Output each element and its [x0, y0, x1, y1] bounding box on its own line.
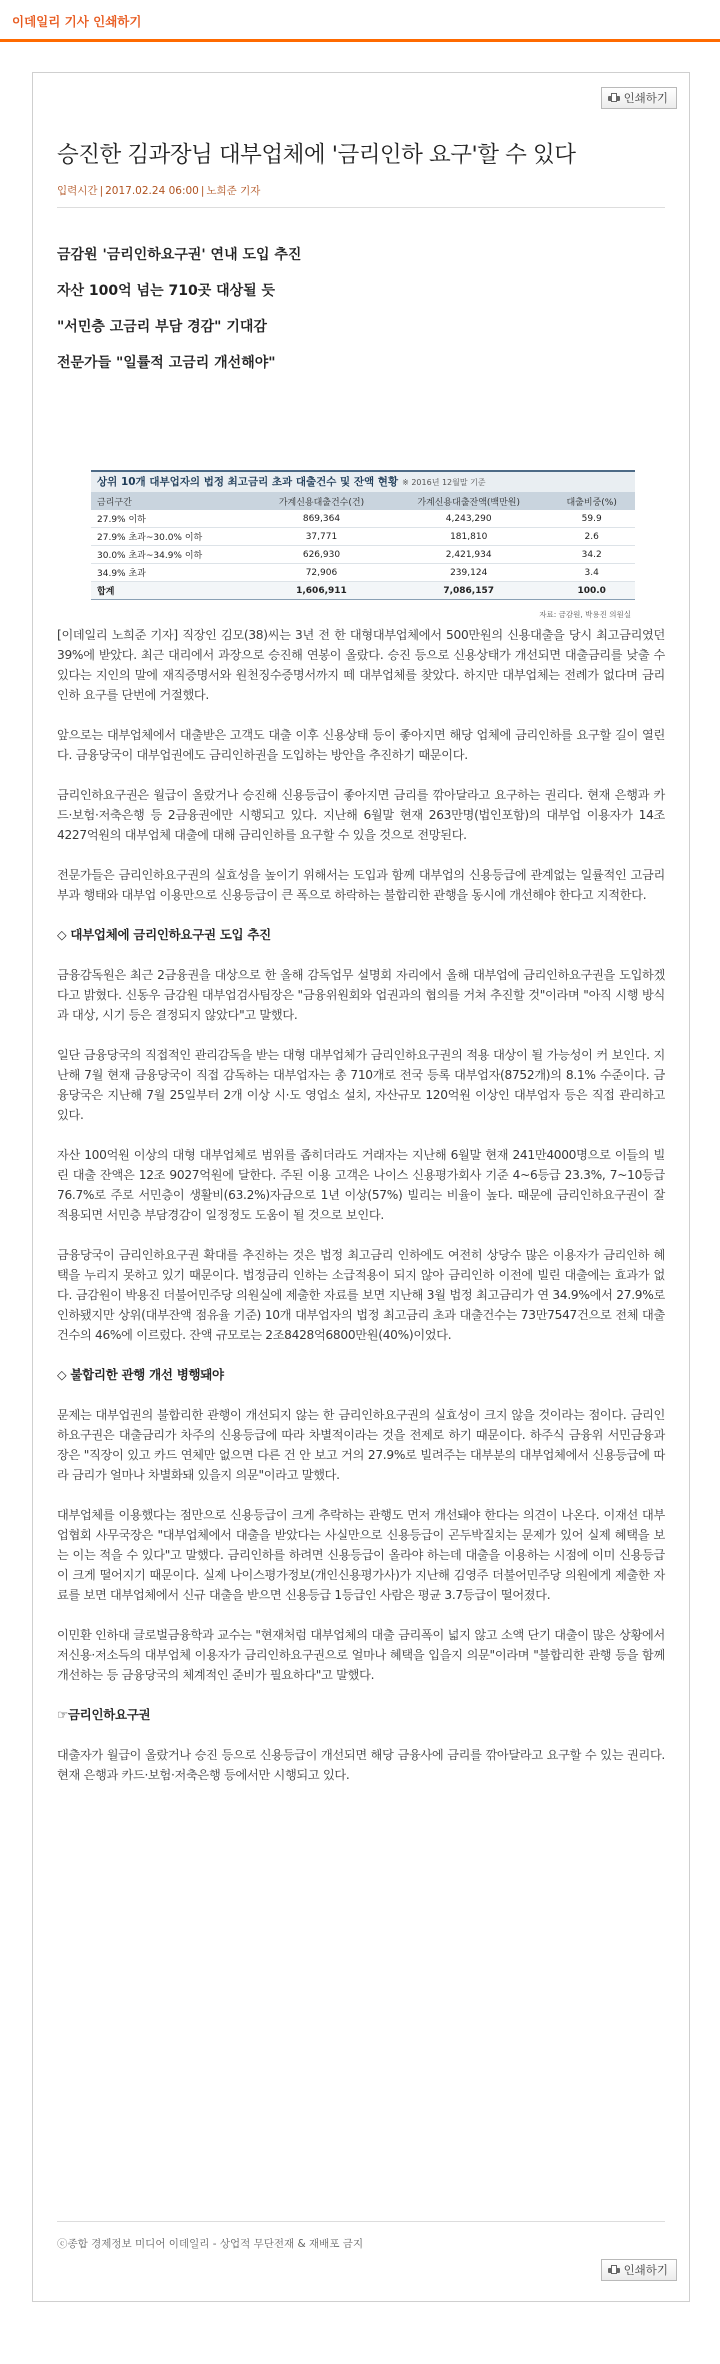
subhead: "서민층 고금리 부담 경감" 기대감: [57, 319, 267, 335]
table-row: [91, 510, 635, 528]
top-accent-rule: [0, 39, 720, 42]
cell: 27.9% 초과~30.0% 이하: [91, 528, 254, 546]
paragraph: [이데일리 노희준 기자] 직장인 김모(38)씨는 3년 전 한 대형대부업체에서 500만원의 신용대출을 당시 최고금리였던 39%에 받았다. 최근 대리에서 과장으로 승진해 연봉이 올랐다. 승진 등으로 신용상태가 개선되면 대출금리를 낮출 수 있다는 지인의 말에 재직증명서와 원천징수증명서까지 떼 대부업체를 찾았다. 하지만 대부업체는 전례가 없다며 금리인하 요구를 단번에 거절했다.: [57, 628, 665, 702]
table-header-row: [91, 492, 635, 510]
figure-title-text: 상위 10개 대부업자의 법정 최고금리 초과 대출건수 및 잔액 현황: [97, 476, 399, 488]
cell: 3.4: [548, 564, 635, 582]
table-total-row: [91, 582, 635, 600]
subhead: 금감원 '금리인하요구권' 연내 도입 추진: [57, 247, 302, 263]
cell: 34.9% 초과: [91, 564, 254, 582]
site-label: 이데일리 기사 인쇄하기: [12, 14, 142, 29]
col-header: 가계신용대출잔액(백만원): [389, 492, 548, 510]
article-body: [57, 625, 665, 1805]
figure-table: [91, 492, 635, 600]
cell: 869,364: [254, 510, 389, 528]
cell: 181,810: [389, 528, 548, 546]
paragraph: 대부업체를 이용했다는 점만으로 신용등급이 크게 추락하는 관행도 먼저 개선돼야 한다는 의견이 나온다. 이재선 대부업협회 사무국장은 "대부업체에서 대출을 받았다는 사실만으로 신용등급이 곤두박질치는 문제가 있어 실제 혜택을 보는 이는 적을 수 있다"고 말했다. 금리인하를 하려면 신용등급이 올라야 하는데 대출을 이용하는 시점에 이미 신용등급이 크게 떨어지기 때문이다. 실제 나이스평가정보(개인신용평가사)가 지난해 김영주 더불어민주당 의원에게 제출한 자료를 보면 대부업체에서 신규 대출을 받으면 신용등급 1등급인 사람은 평균 3.7등급이 떨어졌다.: [57, 1508, 665, 1602]
subhead: 자산 100억 넘는 710곳 대상될 듯: [57, 283, 276, 299]
byline: 입력시간 | 2017.02.24 06:00 | 노희준 기자: [57, 185, 261, 197]
printer-icon: [608, 2265, 620, 2275]
subhead: 전문가들 "일률적 고금리 개선해야": [57, 355, 276, 371]
table-row: [91, 564, 635, 582]
print-label: 인쇄하기: [623, 2263, 668, 2277]
cell: 1,606,911: [254, 582, 389, 600]
section-heading: ◇ 대부업체에 금리인하요구권 도입 추진: [57, 927, 271, 942]
paragraph: 금리인하요구권은 월급이 올랐거나 승진해 신용등급이 좋아지면 금리를 깎아달라고 요구하는 권리다. 현재 은행과 카드·보험·저축은행 등 2금융권에만 시행되고 있다. 지난해 6월말 현재 263만명(법인포함)의 대부업 이용자가 14조4227억원의 대부업체 대출에 대해 금리인하를 요구할 수 있을 것으로 전망된다.: [57, 788, 665, 842]
cell: 37,771: [254, 528, 389, 546]
figure-source: 자료: 금감원, 박용진 의원실: [539, 610, 631, 619]
paragraph: 문제는 대부업권의 불합리한 관행이 개선되지 않는 한 금리인하요구권의 실효성이 크지 않을 것이라는 점이다. 금리인하요구권은 대출금리가 차주의 신용등급에 따라 차별적이라는 것을 전제로 하기 때문이다. 하주식 금융위 서민금융과장은 "직장이 있고 카드 연체만 없으면 다른 건 안 보고 거의 27.9%로 빌려주는 대부분의 대부업체에서 신용등급에 따라 금리가 얼마나 차별화돼 있을지 의문"이라고 말했다.: [57, 1408, 665, 1482]
col-header: 대출비중(%): [548, 492, 635, 510]
table-row: [91, 546, 635, 564]
paragraph: 일단 금융당국의 직접적인 관리감독을 받는 대형 대부업체가 금리인하요구권의 적용 대상이 될 가능성이 커 보인다. 지난해 7월 현재 금융당국이 직접 감독하는 대부업자는 총 710개로 전국 등록 대부업자(8752개)의 8.1% 수준이다. 금융당국은 지난해 7월 25일부터 2개 이상 시·도 영업소 설치, 자산규모 120억원 이상인 대부업자 등은 직접 관리하고 있다.: [57, 1048, 665, 1122]
top-bar: [0, 0, 720, 41]
figure-title: [91, 472, 635, 492]
cell: 72,906: [254, 564, 389, 582]
cell: 27.9% 이하: [91, 510, 254, 528]
figure-note: ※ 2016년 12월말 기준: [402, 478, 486, 487]
article-title: 승진한 김과장님 대부업체에 '금리인하 요구'할 수 있다: [57, 142, 576, 168]
cell: 합계: [91, 582, 254, 600]
cell: 626,930: [254, 546, 389, 564]
input-time-label: 입력시간: [57, 185, 98, 197]
paragraph: 이민환 인하대 글로벌금융학과 교수는 "현재처럼 대부업체의 대출 금리폭이 넓지 않고 소액 단기 대출이 많은 상황에서 저신용·저소득의 대부업체 이용자가 금리인하요구권으로 얼마나 혜택을 입을지 의문"이라며 "불합리한 관행 등을 함께 개선하는 등 금융당국의 체계적인 준비가 필요하다"고 말했다.: [57, 1628, 665, 1682]
cell: 7,086,157: [389, 582, 548, 600]
cell: 100.0: [548, 582, 635, 600]
table-row: [91, 528, 635, 546]
paragraph: 앞으로는 대부업체에서 대출받은 고객도 대출 이후 신용상태 등이 좋아지면 해당 업체에 금리인하를 요구할 길이 열린다. 금융당국이 대부업권에도 금리인하권을 도입하는 방안을 추진하기 때문이다.: [57, 728, 665, 762]
print-button-bottom[interactable]: [601, 2259, 677, 2281]
reporter: 노희준 기자: [206, 185, 261, 197]
cell: 34.2: [548, 546, 635, 564]
paragraph: 금융당국이 금리인하요구권 확대를 추진하는 것은 법정 최고금리 인하에도 여전히 상당수 많은 이용자가 금리인하 혜택을 누리지 못하고 있기 때문이다. 법정금리 인하는 소급적용이 되지 않아 금리인하 이전에 빌린 대출에는 효과가 없다. 금감원이 박용진 더불어민주당 의원실에 제출한 자료를 보면 지난해 3월 법정 최고금리가 연 34.9%에서 27.9%로 인하됐지만 상위(대부잔액 점유율 기준) 10개 대부업자의 법정 최고금리 초과 대출건수는 73만7547건으로 전체 대출 건수의 46%에 이르렀다. 잔액 규모로는 2조8428억6800만원(40%)이었다.: [57, 1248, 665, 1342]
data-table-figure: [91, 470, 635, 618]
print-button-top[interactable]: [601, 87, 677, 109]
title-divider: [57, 207, 665, 208]
section-heading: ◇ 불합리한 관행 개선 병행돼야: [57, 1367, 224, 1382]
cell: 2,421,934: [389, 546, 548, 564]
article-frame: [32, 72, 690, 2302]
cell: 2.6: [548, 528, 635, 546]
paragraph: 금융감독원은 최근 2금융권을 대상으로 한 올해 감독업무 설명회 자리에서 올해 대부업에 금리인하요구권을 도입하겠다고 밝혔다. 신동우 금감원 대부업검사팀장은 "금융위원회와 업권과의 협의를 거쳐 추진할 것"이라며 "아직 시행 방식과 대상, 시기 등은 결정되지 않았다"고 말했다.: [57, 968, 665, 1022]
cell: 59.9: [548, 510, 635, 528]
col-header: 가계신용대출건수(건): [254, 492, 389, 510]
paragraph: 대출자가 월급이 올랐거나 승진 등으로 신용등급이 개선되면 해당 금융사에 금리를 깎아달라고 요구할 수 있는 권리다. 현재 은행과 카드·보험·저축은행 등에서만 시행되고 있다.: [57, 1748, 665, 1782]
cell: 4,243,290: [389, 510, 548, 528]
copyright-footer: ⓒ종합 경제정보 미디어 이데일리 - 상업적 무단전재 & 재배포 금지: [57, 2221, 665, 2251]
paragraph: 자산 100억원 이상의 대형 대부업체로 범위를 좁히더라도 거래자는 지난해 6월말 현재 241만4000명으로 이들의 빌린 대출 잔액은 12조 9027억원에 달한다. 주된 이용 고객은 나이스 신용평가회사 기준 4~6등급 23.3%, 7~10등급 76.7%로 주로 서민층이 생활비(63.2%)자금으로 1년 이상(57%) 빌리는 비율이 높다. 때문에 금리인하요구권이 잘 적용되면 서민층 부담경감이 일정정도 도움이 될 것으로 보인다.: [57, 1148, 665, 1222]
cell: 30.0% 초과~34.9% 이하: [91, 546, 254, 564]
cell: 239,124: [389, 564, 548, 582]
paragraph: 전문가들은 금리인하요구권의 실효성을 높이기 위해서는 도입과 함께 대부업의 신용등급에 관계없는 일률적인 고금리 부과 행태와 대부업 이용만으로 신용등급이 큰 폭으로 하락하는 불합리한 관행을 동시에 개선해야 한다고 지적한다.: [57, 868, 665, 902]
section-heading: ☞금리인하요구권: [57, 1707, 151, 1722]
col-header: 금리구간: [91, 492, 254, 510]
printer-icon: [608, 93, 620, 103]
input-time: 2017.02.24 06:00: [105, 185, 199, 197]
print-label: 인쇄하기: [623, 91, 668, 105]
subheads: [57, 245, 667, 389]
